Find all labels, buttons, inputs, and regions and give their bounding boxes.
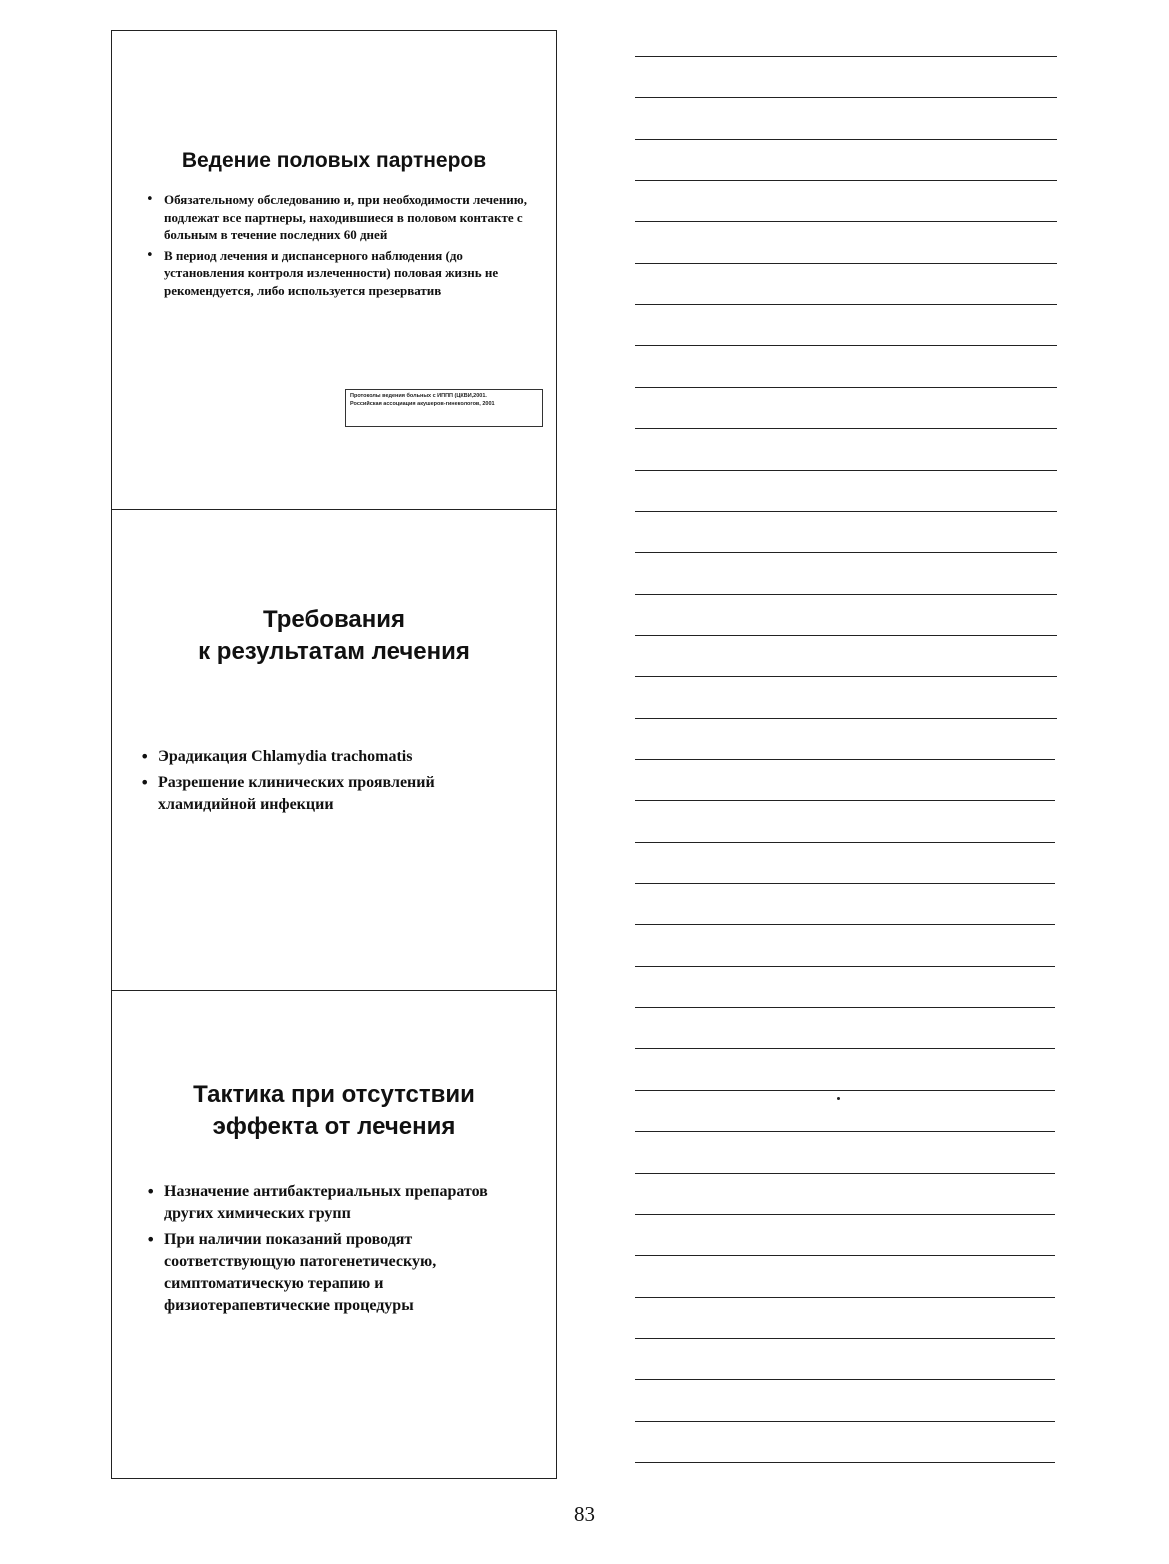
bullet-item: • Эрадикация Chlamydia trachomatis (140, 746, 530, 768)
bullet-list (146, 191, 531, 302)
slide-no-effect-tactics (112, 990, 556, 1479)
bullet-list (140, 746, 530, 820)
note-line (635, 1007, 1055, 1008)
note-line (635, 1297, 1055, 1298)
bullet-item: • Обязательному обследованию и, при необходимости лечению, подлежат все партнеры, находившиеся в половом контакте с больным в течение последних 60 дней (146, 191, 531, 244)
slide-title-line: Тактика при отсутствии (193, 1081, 475, 1108)
note-line (635, 1462, 1055, 1463)
slide-title-line: эффекта от лечения (212, 1113, 456, 1140)
note-line (635, 263, 1057, 264)
source-line: Российская ассоциация акушеров-гинекологов, 2001 (350, 401, 495, 407)
note-line (635, 1338, 1055, 1339)
note-line (635, 97, 1057, 98)
note-line (635, 221, 1057, 222)
bullet-item: • Разрешение клинических проявлений хламидийной инфекции (140, 772, 530, 816)
slide-title-line: Ведение половых партнеров (181, 149, 487, 172)
note-line (635, 635, 1057, 636)
note-line (635, 594, 1057, 595)
note-line (635, 345, 1057, 346)
bullet-item: • При наличии показаний проводят соответствующую патогенетическую, симптоматическую терапию и физиотерапевтические процедуры (146, 1229, 536, 1317)
note-line (635, 718, 1057, 719)
note-line (635, 883, 1055, 884)
note-line (635, 966, 1055, 967)
notes-lines-area (635, 0, 1057, 1480)
note-line (635, 1379, 1055, 1380)
note-line (635, 511, 1057, 512)
bullet-list (146, 1181, 536, 1321)
note-line (635, 139, 1057, 140)
note-line (635, 676, 1057, 677)
source-line: Протоколы ведения больных с ИППП (ЦКВИ,2001. (350, 393, 487, 399)
note-line (635, 1173, 1055, 1174)
note-line (635, 1214, 1055, 1215)
note-line (635, 470, 1057, 471)
note-line (635, 552, 1057, 553)
slides-column (111, 30, 557, 1479)
note-line (635, 800, 1055, 801)
slide-title-line: Требования (263, 606, 405, 633)
page-number: 83 (574, 1502, 595, 1526)
slide-title (112, 604, 556, 668)
note-line (635, 1255, 1055, 1256)
bullet-item: • В период лечения и диспансерного наблюдения (до установления контроля излеченности) половая жизнь не рекомендуется, либо используется презерватив (146, 247, 531, 300)
slide-treatment-requirements (112, 509, 556, 990)
note-line (635, 1131, 1055, 1132)
note-line (635, 759, 1055, 760)
note-line (635, 1421, 1055, 1422)
bullet-item: • Назначение антибактериальных препаратов других химических групп (146, 1181, 536, 1225)
note-line (635, 1090, 1055, 1091)
note-line (635, 180, 1057, 181)
slide-title (112, 149, 556, 173)
slide-partner-management (112, 31, 556, 508)
note-line (635, 1048, 1055, 1049)
note-line (635, 924, 1055, 925)
source-reference-box (345, 389, 543, 427)
note-line (635, 842, 1055, 843)
slide-title-line: к результатам лечения (198, 638, 470, 665)
note-line (635, 387, 1057, 388)
note-line (635, 304, 1057, 305)
note-line (635, 56, 1057, 57)
print-speck (837, 1097, 840, 1100)
slide-title (112, 1079, 556, 1143)
note-line (635, 428, 1057, 429)
